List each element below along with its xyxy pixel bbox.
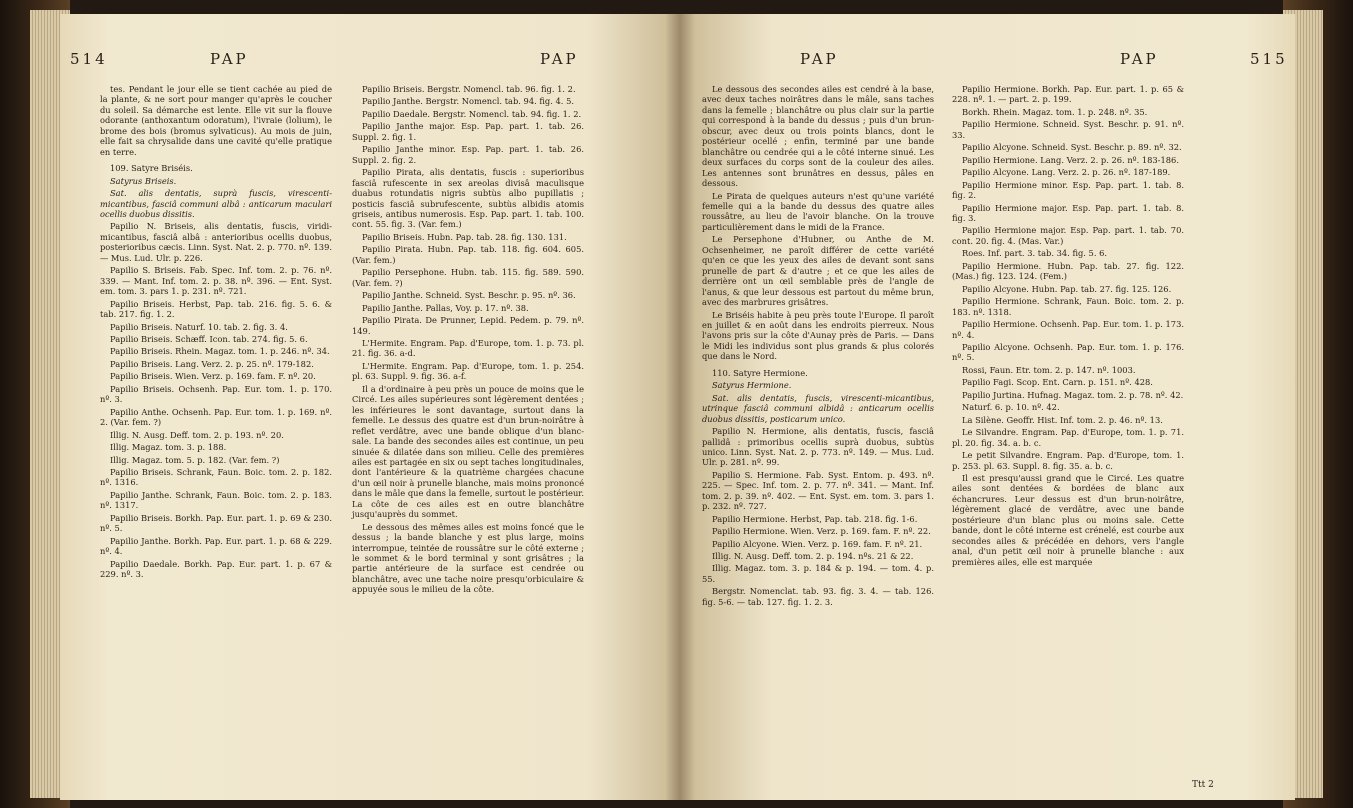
paragraph: Illig. N. Ausg. Deff. tom. 2. p. 193. nº. 20. [110, 429, 284, 440]
paragraph: Papilio Alcyone. Wien. Verz. p. 169. fam. F. nº. 21. [712, 538, 923, 549]
paragraph: Papilio Hermione major. Esp. Pap. part. 1. tab. 8. fig. 3. [952, 202, 1184, 223]
paragraph: Satyrus Briseis. [110, 175, 177, 186]
paragraph: Papilio Alcyone. Hubn. Pap. tab. 27. fig. 125. 126. [962, 283, 1172, 294]
paragraph: Le Briséis habite à peu près toute l'Europe. Il paroît en juillet & en août dans les endroits pierreux. Nous l'avons pris sur la côte d'Aunay près de Paris. — Dans le Midi les individus sont plus grands & plus colorés que dans le Nord. [702, 309, 934, 362]
paragraph: Papilio Hermione. Schneid. Syst. Beschr. p. 91. nº. 33. [952, 119, 1184, 140]
paragraph: Papilio S. Hermione. Fab. Syst. Entom. p. 493. nº. 225. — Spec. Inf. tom. 2. p. 77. nº. 341. — Mant. Inf. tom. 2. p. 39. nº. 402. — Ent. Syst. em. tom. 3. pars 1. p. 232. nº. 727. [702, 469, 934, 512]
paragraph: Papilio Briseis. Bergstr. Nomencl. tab. 96. fig. 1. 2. [362, 84, 576, 94]
paragraph: Illig. Magaz. tom. 3. p. 184 & p. 194. — tom. 4. p. 55. [702, 563, 934, 584]
paragraph: Papilio Hermione major. Esp. Pap. part. 1. tab. 70. cont. 20. fig. 4. (Mas. Var.) [952, 225, 1184, 246]
left-column-1 [100, 84, 332, 581]
paragraph: Papilio Hermione. Hubn. Pap. tab. 27. fig. 122. (Mas.) fig. 123. 124. (Fem.) [952, 260, 1184, 282]
paragraph: Papilio Briseis. Ochsenh. Pap. Eur. tom. 1. p. 170. nº. 3. [100, 383, 332, 405]
paragraph: Papilio Hermione minor. Esp. Pap. part. 1. tab. 8. fig. 2. [952, 179, 1184, 201]
left-page [60, 14, 680, 800]
paragraph: Papilio Hermione. Wien. Verz. p. 169. fam. F. nº. 22. [712, 526, 931, 537]
paragraph: Le petit Silvandre. Engram. Pap. d'Europe, tom. 1. p. 253. pl. 63. Suppl. 8. fig. 35. a. b. c. [952, 450, 1184, 471]
paragraph: Le Persephone d'Hubner, ou Anthe de M. Ochsenheimer, ne paroît différer de cette variété qu'en ce que les yeux des ailes de devant sont sans prunelle de part & d'autre ; et ce que les ailes de derrière ont un œil semblable près de l'angle de l'anus, & que leur dessous est partout du même brun, avec des marbrures grisâtres. [702, 234, 934, 308]
paragraph: Papilio Anthe. Ochsenh. Pap. Eur. tom. 1. p. 169. nº. 2. (Var. fem. ?) [100, 406, 332, 428]
paragraph: Papilio Daedale. Borkh. Pap. Eur. part. 1. p. 67 & 229. nº. 3. [100, 558, 332, 580]
paragraph: Papilio Hermione. Schrank, Faun. Boic. tom. 2. p. 183. nº. 1318. [952, 296, 1184, 317]
paragraph: 109. Satyre Briséis. [110, 163, 193, 174]
paragraph: Papilio S. Briseis. Fab. Spec. Inf. tom. 2. p. 76. nº. 339. — Mant. Inf. tom. 2. p. 38. nº. 396. — Ent. Syst. em. tom. 3. pars 1. p. 231. nº. 721. [100, 265, 332, 297]
paragraph: Papilio Briseis. Naturf. 10. tab. 2. fig. 3. 4. [110, 321, 288, 332]
paragraph: Rossi, Faun. Etr. tom. 2. p. 147. nº. 1003. [962, 364, 1136, 375]
paragraph: Illig. Magaz. tom. 3. p. 188. [110, 442, 227, 453]
paragraph: Papilio Hermione. Lang. Verz. 2. p. 26. nº. 183-186. [962, 154, 1179, 165]
running-head-right: PAP [540, 50, 579, 68]
paragraph: 110. Satyre Hermione. [712, 367, 808, 378]
paragraph: Borkh. Rhein. Magaz. tom. 1. p. 248. nº. 35. [962, 106, 1148, 117]
paragraph: Papilio Briseis. Herbst, Pap. tab. 216. fig. 5. 6. & tab. 217. fig. 1. 2. [100, 298, 332, 320]
paragraph: Papilio Briseis. Borkh. Pap. Eur. part. 1. p. 69 & 230. nº. 5. [100, 512, 332, 534]
paragraph: Papilio Pirata, alis dentatis, fuscis : superioribus fasciâ rufescente in sex areolas divisâ maculisque duabus rotundatis nigris subtùs albo pupillatis ; posticis fasciâ subrufescente, subtùs albidis atomis griseis, antibus numerosis. Esp. Pap. part. 1. tab. 100. cont. 55. fig. 3. (Var. fem.) [352, 167, 584, 230]
paragraph: Papilio Fagi. Scop. Ent. Carn. p. 151. nº. 428. [962, 377, 1153, 388]
paragraph: Le Silvandre. Engram. Pap. d'Europe, tom. 1. p. 71. pl. 20. fig. 34. a. b. c. [952, 427, 1184, 448]
paragraph: Papilio Persephone. Hubn. tab. 115. fig. 589. 590. (Var. fem. ?) [352, 267, 584, 288]
paragraph: Papilio N. Briseis, alis dentatis, fuscis, viridi-micantibus, fasciâ albâ : anterioribus ocellis duobus, posterioribus cæcis. Linn. Syst. Nat. 2. p. 770. nº. 139. — Mus. Lud. Ulr. p. 226. [100, 221, 332, 263]
page-number: 515 [1250, 50, 1288, 68]
left-column-2 [352, 84, 584, 597]
paragraph: tes. Pendant le jour elle se tient cachée au pied de la plante, & ne sort pour manger qu'après le coucher du soleil. Sa démarche est lente. Elle vit sur la flouve odorante (anthoxantum odoratum), l'ivraie (lolium), le brome des bois (bromus sylvaticus). Au mois de juin, elle fait sa chrysalide dans une cavité qu'elle pratique en terre. [100, 84, 332, 157]
paragraph: Illig. N. Ausg. Deff. tom. 2. p. 194. nºs. 21 & 22. [712, 551, 914, 562]
paragraph: Papilio Janthe. Schneid. Syst. Beschr. p. 95. nº. 36. [362, 290, 576, 301]
paragraph: Papilio Pirata. De Prunner, Lepid. Pedem. p. 79. nº. 149. [352, 315, 584, 336]
paragraph: Papilio Pirata. Hubn. Pap. tab. 118. fig. 604. 605. (Var. fem.) [352, 244, 584, 265]
paragraph: Il a d'ordinaire à peu près un pouce de moins que le Circé. Les ailes supérieures sont légèrement dentées ; les inférieures le sont davantage, surtout dans la femelle. Le dessus des quatre est d'un brun-noirâtre à reflet verdâtre, avec une bande oblique d'un blanc-sale. La bande des secondes ailes est continue, un peu sinuée & dilatée dans son milieu. Celle des premières ailes est partagée en six ou sept taches longitudinales, dont l'antérieure & la quatrième chargées chacune d'un œil noir à prunelle blanche, mais moins prononcé dans le mâle que dans la femelle, surtout le postérieur. La côte de ces ailes est en outre blanchâtre jusqu'auprès du sommet. [352, 383, 584, 520]
paragraph: Papilio Janthe minor. Esp. Pap. part. 1. tab. 26. Suppl. 2. fig. 2. [352, 144, 584, 165]
paragraph: Papilio N. Hermione, alis dentatis, fuscis, fasciâ pallidâ : primoribus ocellis suprà duobus, subtùs unico. Linn. Syst. Nat. 2. p. 773. nº. 149. — Mus. Lud. Ulr. p. 281. nº. 99. [702, 426, 934, 468]
paragraph: Papilio Janthe. Pallas, Voy. p. 17. nº. 38. [362, 302, 529, 313]
paragraph: Naturf. 6. p. 10. nº. 42. [962, 402, 1060, 413]
paragraph: Papilio Hermione. Borkh. Pap. Eur. part. 1. p. 65 & 228. nº. 1. — part. 2. p. 199. [952, 84, 1184, 105]
page-number: 514 [70, 50, 108, 68]
paragraph: Satyrus Hermione. [712, 380, 792, 391]
right-page [680, 14, 1295, 800]
paragraph: L'Hermite. Engram. Pap. d'Europe, tom. 1. p. 254. pl. 63. Suppl. 9. fig. 36. a-f. [352, 360, 584, 382]
paragraph: Papilio Alcyone. Schneid. Syst. Beschr. p. 89. nº. 32. [962, 142, 1182, 153]
paragraph: Le Pirata de quelques auteurs n'est qu'une variété femelle qui a la bande du dessus des quatre ailes roussâtre, au lieu de l'avoir blanche. On la trouve particulièrement dans le midi de la France. [702, 190, 934, 232]
paragraph: Papilio Briseis. Wien. Verz. p. 169. fam. F. nº. 20. [110, 371, 316, 382]
paragraph: Le dessous des mêmes ailes est moins foncé que le dessus ; la bande blanche y est plus large, moins interrompue, teintée de roussâtre sur le côté externe ; le sommet & le bord terminal y sont grisâtres ; la partie antérieure de la surface est cendrée ou blanchâtre, avec une tache noire presqu'orbiculaire & appuyée sous le milieu de la côte. [352, 521, 584, 595]
paragraph: Papilio Jurtina. Hufnag. Magaz. tom. 2. p. 78. nº. 42. [962, 389, 1184, 400]
paragraph: Papilio Briseis. Schrank, Faun. Boic. tom. 2. p. 182. nº. 1316. [100, 466, 332, 488]
paragraph: L'Hermite. Engram. Pap. d'Europe, tom. 1. p. 73. pl. 21. fig. 36. a-d. [352, 337, 584, 359]
paragraph: Roes. Inf. part. 3. tab. 34. fig. 5. 6. [962, 248, 1108, 259]
paragraph: Bergstr. Nomenclat. tab. 93. fig. 3. 4. — tab. 126. fig. 5-6. — tab. 127. fig. 1. 2. 3. [702, 586, 934, 607]
paragraph: La Silène. Geoffr. Hist. Inf. tom. 2. p. 46. nº. 13. [962, 414, 1163, 425]
paragraph: Papilio Alcyone. Ochsenh. Pap. Eur. tom. 1. p. 176. nº. 5. [952, 341, 1184, 363]
paragraph: Papilio Janthe. Bergstr. Nomencl. tab. 94. fig. 4. 5. [362, 96, 574, 107]
running-head-left: PAP [800, 50, 839, 68]
paragraph: Papilio Janthe. Borkh. Pap. Eur. part. 1. p. 68 & 229. nº. 4. [100, 535, 332, 557]
right-column-1 [702, 84, 934, 609]
paragraph: Papilio Briseis. Rhein. Magaz. tom. 1. p. 246. nº. 34. [110, 346, 330, 357]
paragraph: Sat. alis dentatis, suprà fuscis, virescenti-micantibus, fasciâ communi albâ : anticarum maculari ocellis duobus dissitis. [100, 188, 332, 219]
paragraph: Papilio Briseis. Hubn. Pap. tab. 28. fig. 130. 131. [362, 231, 567, 242]
right-column-2 [952, 84, 1184, 569]
signature-mark: Ttt 2 [1192, 780, 1214, 790]
paragraph: Papilio Daedale. Bergstr. Nomencl. tab. 94. fig. 1. 2. [362, 108, 582, 119]
paragraph: Illig. Magaz. tom. 5. p. 182. (Var. fem. ?) [110, 454, 280, 465]
paragraph: Papilio Alcyone. Lang. Verz. 2. p. 26. nº. 187-189. [962, 167, 1171, 178]
paragraph: Papilio Janthe major. Esp. Pap. part. 1. tab. 26. Suppl. 2. fig. 1. [352, 121, 584, 142]
paragraph: Sat. alis dentatis, fuscis, virescenti-micantibus, utrinque fasciâ communi albidâ : anticarum ocellis duobus dissitis, posticarum unico. [702, 392, 934, 424]
paragraph: Le dessous des secondes ailes est cendré à la base, avec deux taches noirâtres dans le mâle, sans taches dans la femelle ; blanchâtre ou plus clair sur la partie qui correspond à la bande du dessus ; puis d'un brun-obscur, avec deux ou trois points blancs, dont le postérieur ocellé ; enfin, terminé par une bande blanchâtre ou cendrée qui a le côté interne sinué. Les deux surfaces du corps sont de la couleur des ailes. Les antennes sont brunâtres en dessus, pâles en dessous. [702, 84, 934, 189]
paragraph: Papilio Hermione. Ochsenh. Pap. Eur. tom. 1. p. 173. nº. 4. [952, 319, 1184, 340]
paragraph: Papilio Janthe. Schrank, Faun. Boic. tom. 2. p. 183. nº. 1317. [100, 489, 332, 511]
paragraph: Papilio Hermione. Herbst, Pap. tab. 218. fig. 1-6. [712, 513, 918, 524]
paragraph: Il est presqu'aussi grand que le Circé. Les quatre ailes sont dentées & bordées de blanc aux échancrures. Leur dessus est d'un brun-noirâtre, légèrement glacé de verdâtre, avec une bande postérieure d'un blanc plus ou moins sale. Cette bande, dont le côté interne est crénelé, est courbe aux secondes ailes & précédée en dehors, vers l'angle anal, d'un petit œil noir à prunelle blanche : aux premières ailes, elle est marquée [952, 472, 1184, 567]
running-head-right: PAP [1120, 50, 1159, 68]
paragraph: Papilio Briseis. Lang. Verz. 2. p. 25. nº. 179-182. [110, 358, 314, 369]
running-head-left: PAP [210, 50, 249, 68]
paragraph: Papilio Briseis. Schæff. Icon. tab. 274. fig. 5. 6. [110, 333, 308, 344]
